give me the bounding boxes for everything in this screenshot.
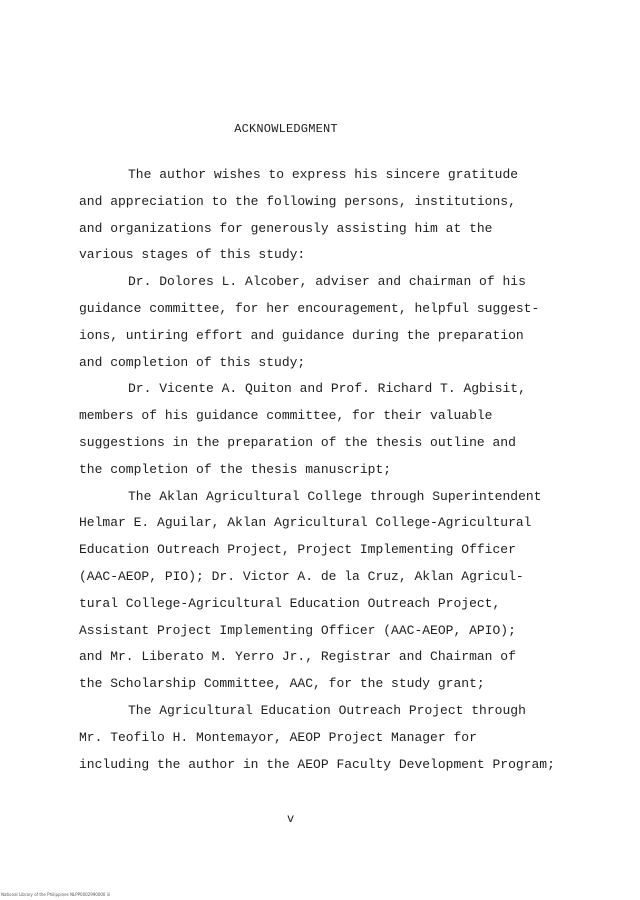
text-line: suggestions in the preparation of the thesis outline and xyxy=(79,434,516,450)
text-line: (AAC-AEOP, PIO); Dr. Victor A. de la Cruz, Aklan Agricul- xyxy=(79,568,524,584)
text-line: and completion of this study; xyxy=(79,354,306,370)
text-line: Dr. Dolores L. Alcober, adviser and chairman of his xyxy=(128,274,526,290)
library-footer: National Library of the Philippines NLPP0002990000 iii xyxy=(1,892,111,897)
page-title: ACKNOWLEDGMENT xyxy=(234,122,338,136)
text-line: members of his guidance committee, for their valuable xyxy=(79,408,493,424)
text-line: various stages of this study: xyxy=(79,247,306,263)
text-line: ions, untiring effort and guidance during the preparation xyxy=(79,327,524,343)
acknowledgment-body xyxy=(79,162,579,778)
text-line: Helmar E. Aguilar, Aklan Agricultural College-Agricultural xyxy=(79,515,532,531)
text-line: the completion of the thesis manuscript; xyxy=(79,461,392,477)
text-line: and Mr. Liberato M. Yerro Jr., Registrar and Chairman of xyxy=(79,649,516,665)
text-line: Dr. Vicente A. Quiton and Prof. Richard T. Agbisit, xyxy=(128,381,526,397)
text-line: and organizations for generously assisting him at the xyxy=(79,220,493,236)
text-line: including the author in the AEOP Faculty Development Program; xyxy=(79,756,555,772)
text-line: Mr. Teofilo H. Montemayor, AEOP Project Manager for xyxy=(79,729,477,745)
text-line: Assistant Project Implementing Officer (AAC-AEOP, APIO); xyxy=(79,622,516,638)
text-line: and appreciation to the following persons, institutions, xyxy=(79,193,516,209)
text-line: The author wishes to express his sincere gratitude xyxy=(128,167,519,182)
text-line: the Scholarship Committee, AAC, for the study grant; xyxy=(79,676,485,692)
text-line: tural College-Agricultural Education Outreach Project, xyxy=(79,595,501,611)
text-line: guidance committee, for her encouragement, helpful suggest- xyxy=(79,300,540,316)
page-number: v xyxy=(287,812,295,826)
text-line: The Agricultural Education Outreach Project through xyxy=(128,702,526,718)
text-line: Education Outreach Project, Project Implementing Officer xyxy=(79,542,516,558)
text-line: The Aklan Agricultural College through Superintendent xyxy=(128,488,542,504)
